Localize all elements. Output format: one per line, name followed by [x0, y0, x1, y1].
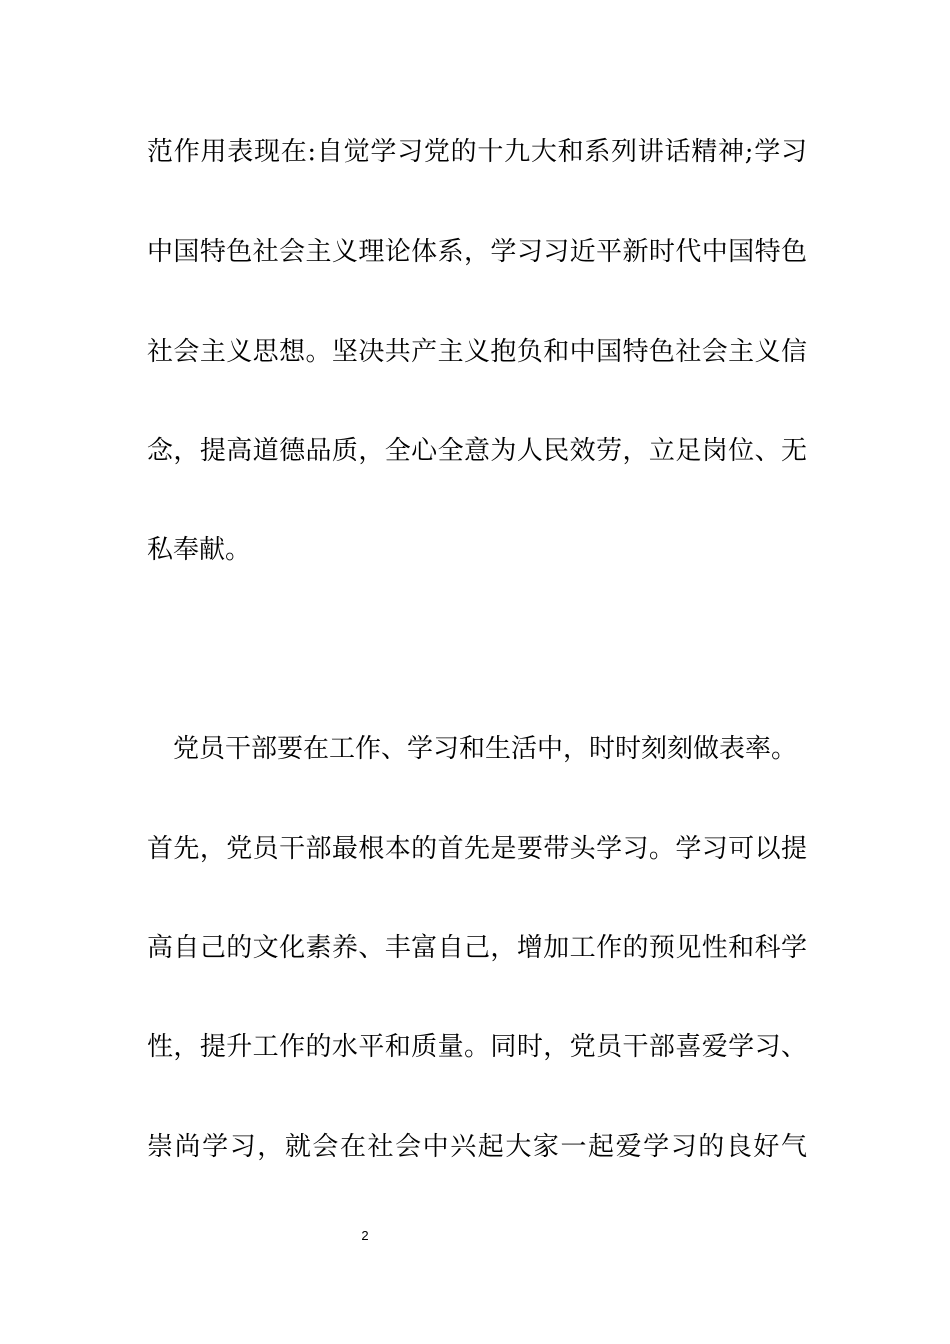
paragraph-2-line-4: 性，提升工作的水平和质量。同时，党员干部喜爱学习、 [147, 1032, 807, 1062]
paragraph-1-line-2: 中国特色社会主义理论体系，学习习近平新时代中国特色 [147, 237, 807, 267]
paragraph-2-line-5: 崇尚学习，就会在社会中兴起大家一起爱学习的良好气 [147, 1132, 807, 1162]
paragraph-1-line-3: 社会主义思想。坚决共产主义抱负和中国特色社会主义信 [147, 337, 807, 367]
page-number: 2 [361, 1228, 369, 1243]
paragraph-2-line-3: 高自己的文化素养、丰富自己，增加工作的预见性和科学 [147, 933, 807, 963]
paragraph-2-line-2: 首先，党员干部最根本的首先是要带头学习。学习可以提 [147, 834, 807, 864]
paragraph-1-line-1: 范作用表现在:自觉学习党的十九大和系列讲话精神;学习 [147, 137, 807, 167]
paragraph-2-line-1: 党员干部要在工作、学习和生活中，时时刻刻做表率。 [173, 734, 798, 764]
paragraph-1-line-4: 念，提高道德品质，全心全意为人民效劳，立足岗位、无 [147, 436, 807, 466]
paragraph-1-line-5: 私奉献。 [147, 535, 252, 565]
